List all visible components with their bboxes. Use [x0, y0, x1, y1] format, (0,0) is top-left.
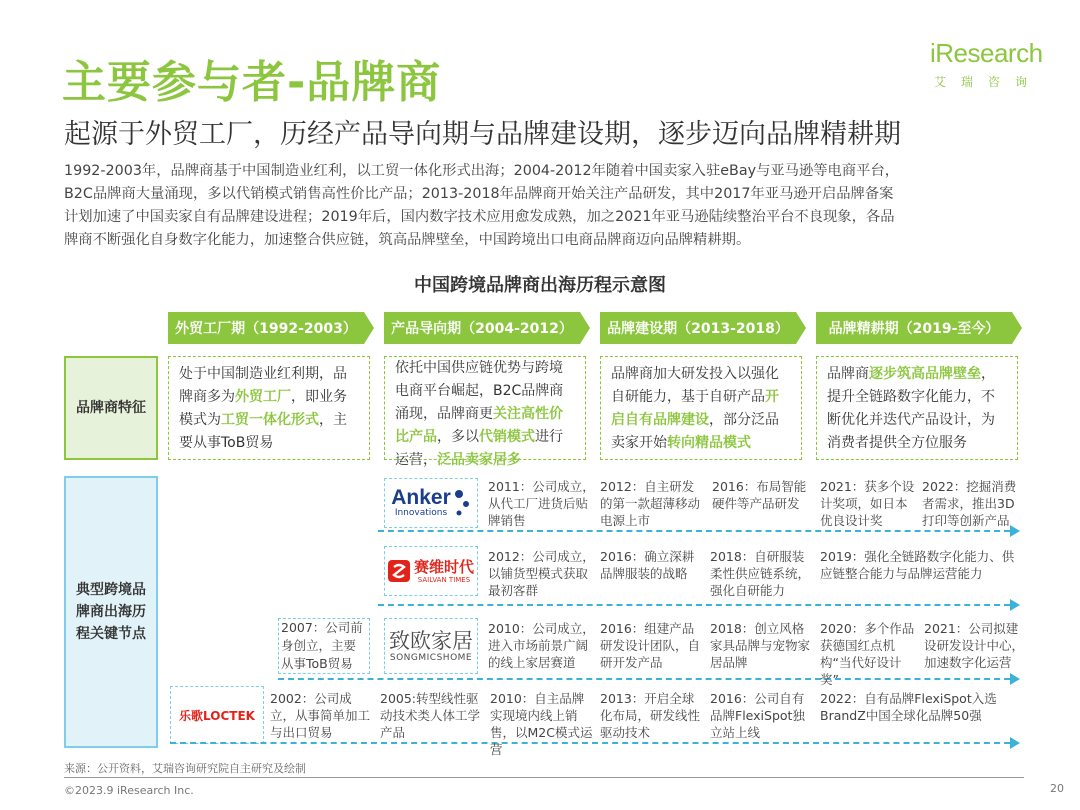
anker-milestone-2021: 2021：获多个设计奖项，如日本优良设计奖 — [820, 479, 915, 528]
loctek-milestone-2016: 2016：公司自有品牌FlexiSpot独立站上线 — [710, 691, 805, 740]
loctek-milestone-2022: 2022：自有品牌FlexiSpot入选BrandZ中国全球化品牌50强 — [820, 691, 997, 723]
feature-box-3: 品牌商加大研发投入以强化自研能力，基于自研产品开启自有品牌建设，部分泛品卖家开始转向精品模式 — [600, 356, 802, 460]
sailvan-milestone-2019: 2019：强化全链路数字化能力、供应链整合能力与品牌运营能力 — [820, 549, 1015, 581]
anker-milestone-2012: 2012：自主研发的第一款超薄移动电源上市 — [600, 479, 701, 528]
songmics-milestone-2007: 2007：公司前身创立，主要从事ToB贸易 — [278, 618, 370, 674]
sailvan-milestone-2016: 2016：确立深耕品牌服装的战略 — [600, 549, 695, 581]
phase-header-3: 品牌建设期（2013-2018） — [600, 312, 796, 344]
songmics-milestone-2018: 2018：创立风格家具品牌与宠物家居品牌 — [710, 621, 811, 670]
songmics-milestone-2021: 2021：公司拟建设研发设计中心，加速数字化运营 — [924, 621, 1025, 670]
songmics-timeline-arrow-icon — [1010, 673, 1020, 685]
feature-box-2: 依托中国供应链优势与跨境电商平台崛起，B2C品牌商涌现，品牌商更关注高性价比产品，多以代销模式进行运营，泛品卖家居多 — [384, 356, 586, 460]
diagram-title: 中国跨境品牌商出海历程示意图 — [414, 275, 666, 296]
songmics-milestone-2020: 2020：多个作品获德国红点机构“当代好设计奖” — [820, 621, 915, 687]
page-subtitle: 起源于外贸工厂，历经产品导向期与品牌建设期，逐步迈向品牌精耕期 — [64, 119, 901, 150]
feature-box-4: 品牌商逐步筑高品牌壁垒，提升全链路数字化能力，不断优化并迭代产品设计，为消费者提供全方位服务 — [816, 356, 1018, 460]
source-note: 来源：公开资料，艾瑞咨询研究院自主研究及绘制 — [64, 762, 306, 775]
footer-divider — [64, 777, 1024, 778]
sailvan-milestone-2018: 2018：自研服装柔性供应链系统，强化自研能力 — [710, 549, 811, 598]
sailvan-milestone-2012: 2012：公司成立，以铺货型模式获取最初客群 — [488, 549, 595, 598]
anker-milestone-2016: 2016：布局智能硬件等产品研发 — [712, 479, 807, 511]
intro-line: 1992-2003年，品牌商基于中国制造业红利，以工贸一体化形式出海；2004-2012年随着中国卖家入驻eBay与亚马逊等电商平台， — [64, 163, 900, 179]
songmics-logo: 致欧家居 SONGMICSHOME — [384, 618, 478, 674]
loctek-timeline-arrow-icon — [1010, 737, 1020, 749]
intro-line: B2C品牌商大量涌现，多以代销模式销售高性价比产品；2013-2018年品牌商开始关注产品研发，其中2017年亚马逊开启品牌备案 — [64, 186, 894, 202]
iresearch-logo — [930, 38, 1050, 98]
loctek-milestone-2005: 2005:转型线性驱动技术类人体工学产品 — [380, 691, 481, 740]
loctek-logo: 乐歌LOCTEK — [170, 686, 264, 744]
row-label-milestones: 典型跨境品牌商出海历程关键节点 — [64, 476, 158, 748]
feature-box-1: 处于中国制造业红利期，品牌商多为外贸工厂，即业务模式为工贸一体化形式，主要从事ToB贸易 — [168, 356, 370, 460]
loctek-milestone-2010: 2010：自主品牌实现境内线上销售，以M2C模式运营 — [490, 691, 593, 757]
anker-dots-icon — [453, 488, 471, 518]
logo-subtext: 艾瑞咨询 — [934, 75, 1043, 89]
loctek-milestone-2013: 2013：开启全球化布局，研发线性驱动技术 — [600, 691, 701, 740]
anker-milestone-2022: 2022：挖掘消费者需求，推出3D打印等创新产品 — [922, 479, 1017, 528]
intro-line: 计划加速了中国卖家自有品牌建设进程；2019年后，国内数字技术应用愈发成熟，加之2021年亚马逊陆续整治平台不良现象，各品 — [64, 209, 895, 225]
intro-paragraph — [64, 160, 1024, 252]
songmics-milestone-2010: 2010：公司成立，进入市场前景广阔的线上家居赛道 — [488, 621, 595, 670]
page-number: 20 — [1050, 782, 1064, 795]
phase-header-4: 品牌精耕期（2019-至今） — [816, 312, 1012, 344]
page-title: 主要参与者-品牌商 — [62, 57, 442, 108]
sailvan-mark-icon — [388, 560, 410, 582]
phase-header-2: 产品导向期（2004-2012） — [384, 312, 580, 344]
sailvan-timeline — [378, 604, 1010, 606]
anker-logo: Anker Innovations — [384, 478, 478, 528]
intro-line: 牌商不断强化自身数字化能力，加速整合供应链，筑高品牌壁垒，中国跨境出口电商品牌商迈向品牌精耕期。 — [64, 232, 751, 248]
copyright: ©2023.9 iResearch Inc. — [64, 784, 194, 797]
phase-header-1: 外贸工厂期（1992-2003） — [168, 312, 364, 344]
sailvan-logo: 赛维时代 SAILVAN TIMES — [384, 546, 478, 596]
row-label-features: 品牌商特征 — [64, 356, 158, 460]
loctek-milestone-2002: 2002：公司成立，从事简单加工与出口贸易 — [270, 691, 371, 740]
logo-wordmark: iResearch — [930, 38, 1043, 68]
anker-timeline — [378, 530, 1010, 532]
songmics-milestone-2016: 2016：组建产品研发设计团队，自研开发产品 — [600, 621, 701, 670]
sailvan-timeline-arrow-icon — [1010, 599, 1020, 611]
anker-milestone-2011: 2011：公司成立，从代工厂进货后贴牌销售 — [488, 479, 595, 528]
